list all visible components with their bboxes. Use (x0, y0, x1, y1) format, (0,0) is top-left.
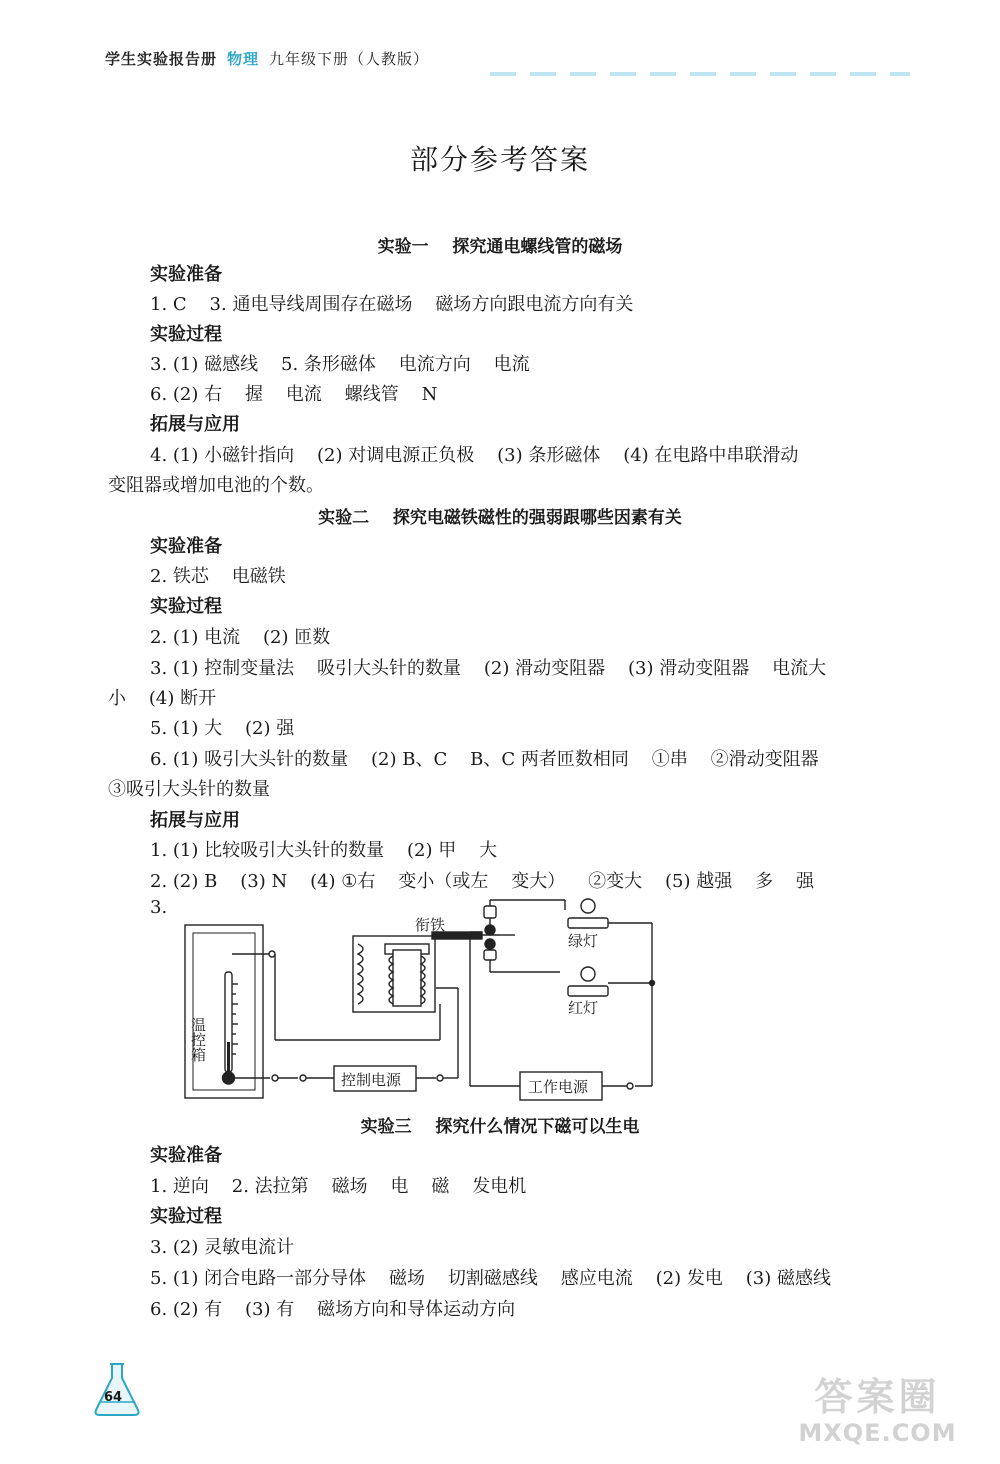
exp3-prep-heading: 实验准备 (150, 1145, 222, 1166)
label-control-power: 控制电源 (341, 1071, 402, 1089)
watermark (770, 1375, 985, 1447)
exp1-process-heading: 实验过程 (150, 324, 222, 345)
exp2-process-line: 5. (1) 大 (2) 强 (150, 718, 295, 739)
label-work-power: 工作电源 (528, 1078, 589, 1096)
exp1-ext-line: 变阻器或增加电池的个数。 (108, 475, 324, 496)
exp2-prep-line: 2. 铁芯 电磁铁 (150, 566, 286, 587)
exp1-process-line: 3. (1) 磁感线 5. 条形磁体 电流方向 电流 (150, 354, 530, 375)
exp2-ext-line: 2. (2) B (3) N (4) ①右 变小（或左 变大） ②变大 (5) 越强 多 强 (150, 871, 814, 892)
exp2-process-heading: 实验过程 (150, 596, 222, 617)
red-lamp-base (568, 986, 608, 996)
label-armature: 衔铁 (415, 916, 446, 934)
exp2-ext-line: 1. (1) 比较吸引大头针的数量 (2) 甲 大 (150, 840, 498, 861)
red-lamp-bulb (581, 967, 595, 981)
exp2-process-line: 小 (4) 断开 (108, 688, 217, 709)
exp1-ext-heading: 拓展与应用 (150, 414, 240, 435)
exp2-ext-line: 3. (150, 897, 168, 918)
lower-contact (484, 950, 496, 960)
page-number: 64 (104, 1390, 123, 1405)
label-green-lamp: 绿灯 (568, 932, 599, 950)
green-lamp-bulb (581, 899, 595, 913)
watermark-title: 答案圈 (814, 1375, 941, 1419)
header-decoration (490, 72, 910, 76)
exp3-process-line: 5. (1) 闭合电路一部分导体 磁场 切割磁感线 感应电流 (2) 发电 (3) 磁感线 (150, 1268, 831, 1289)
exp1-process-line: 6. (2) 右 握 电流 螺线管 N (150, 384, 438, 405)
thermostat-box (185, 925, 263, 1098)
coil (389, 956, 393, 1004)
green-lamp-base (568, 918, 608, 928)
exp1-prep-heading: 实验准备 (150, 264, 222, 285)
exp3-title: 实验三 探究什么情况下磁可以生电 (360, 1117, 640, 1137)
upper-contact (484, 906, 496, 918)
circuit-diagram (140, 892, 670, 1107)
exp3-process-heading: 实验过程 (150, 1206, 222, 1227)
exp2-prep-heading: 实验准备 (150, 536, 222, 557)
book-title: 学生实验报告册 (105, 50, 218, 68)
watermark-url: MXQE.COM (798, 1419, 957, 1447)
page-title: 部分参考答案 (409, 143, 590, 176)
flask-icon (92, 1360, 142, 1418)
exp2-process-line: 6. (1) 吸引大头针的数量 (2) B、C B、C 两者匝数相同 ①串 ②滑动变阻器 (150, 749, 819, 770)
exp2-process-line: 2. (1) 电流 (2) 匝数 (150, 627, 331, 648)
label-red-lamp: 红灯 (568, 999, 599, 1017)
exp2-process-line: ③吸引大头针的数量 (108, 779, 270, 800)
exp1-title: 实验一 探究通电螺线管的磁场 (377, 237, 623, 257)
running-header (105, 48, 429, 69)
exp3-process-line: 6. (2) 有 (3) 有 磁场方向和导体运动方向 (150, 1299, 516, 1320)
exp1-ext-line: 4. (1) 小磁针指向 (2) 对调电源正负极 (3) 条形磁体 (4) 在电路中串联滑动 (150, 445, 799, 466)
exp1-prep-line: 1. C 3. 通电导线周围存在磁场 磁场方向跟电流方向有关 (150, 294, 634, 315)
subject-label: 物理 (227, 50, 260, 68)
label-thermostat: 温控箱 (189, 1017, 207, 1062)
exp2-ext-heading: 拓展与应用 (150, 810, 240, 831)
exp2-process-line: 3. (1) 控制变量法 吸引大头针的数量 (2) 滑动变阻器 (3) 滑动变阻器 电流大 (150, 658, 827, 679)
exp2-title: 实验二 探究电磁铁磁性的强弱跟哪些因素有关 (318, 508, 682, 528)
exp3-prep-line: 1. 逆向 2. 法拉第 磁场 电 磁 发电机 (150, 1176, 527, 1197)
grade-label: 九年级下册（人教版） (269, 50, 430, 68)
exp3-process-line: 3. (2) 灵敏电流计 (150, 1237, 295, 1258)
